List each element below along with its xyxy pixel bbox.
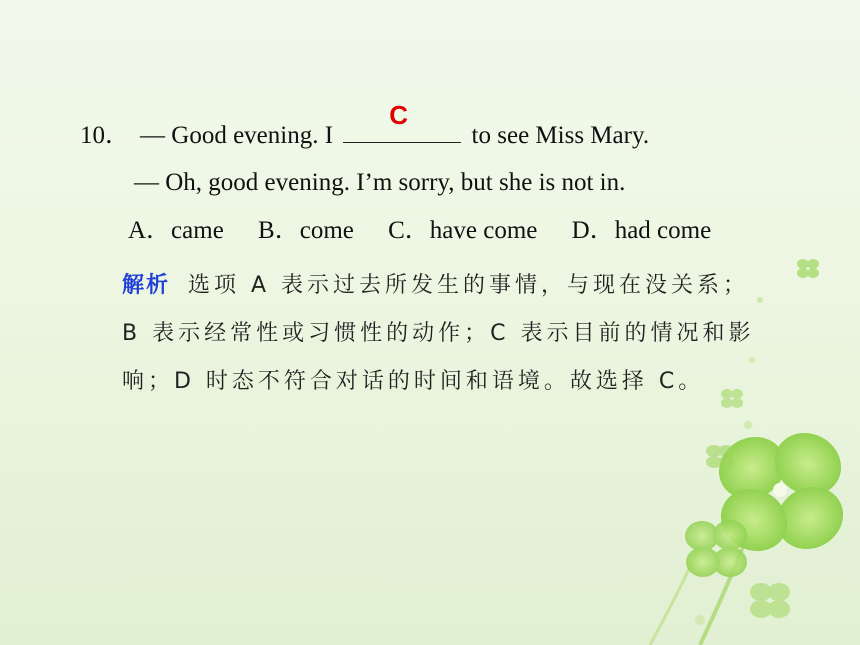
answer-letter: C [389, 100, 409, 130]
question-number: 10． [80, 122, 131, 149]
option-a: A．came [128, 217, 224, 244]
question-text-before-blank: — Good evening. I [140, 122, 334, 149]
medium-clover-icon [685, 520, 747, 577]
question-line-1 [80, 100, 650, 151]
small-clover-icon [797, 259, 819, 278]
question-text-after-blank: to see Miss Mary. [471, 122, 650, 149]
options-row [128, 216, 711, 246]
option-d: D．had come [571, 217, 712, 244]
small-clover-icon [706, 445, 734, 468]
analysis-block [122, 262, 762, 406]
answer-blank [343, 100, 461, 143]
small-clover-icon [750, 583, 790, 618]
large-clover-icon [708, 421, 855, 563]
question-line-2: — Oh, good evening. I’m sorry, but she is not in. [134, 169, 626, 196]
analysis-label: 解析 [122, 273, 171, 298]
option-b: B．come [258, 217, 354, 244]
analysis-text: 选项 A 表示过去所发生的事情，与现在没关系；B 表示经常性或习惯性的动作；C 表示目前的情况和影响；D 时态不符合对话的时间和语境。故选择 C。 [122, 273, 755, 394]
option-c: C．have come [388, 217, 538, 244]
